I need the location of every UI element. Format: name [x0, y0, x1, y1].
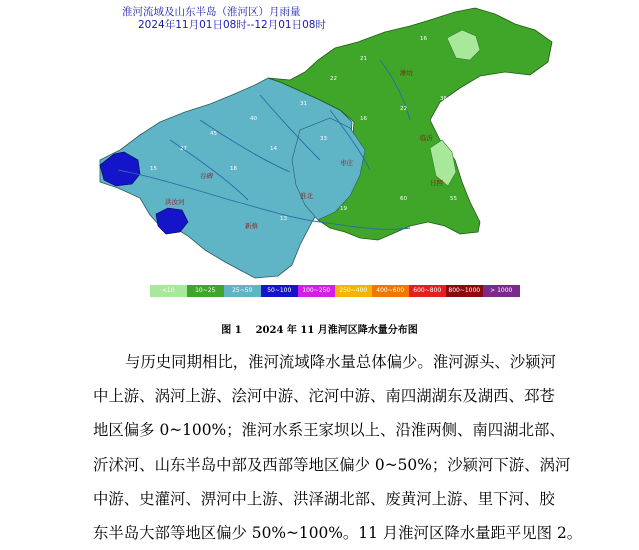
map-title-line1: 淮河流域及山东半岛（淮河区）月雨量: [122, 6, 301, 18]
legend-item: 600~800: [409, 285, 446, 297]
rainfall-value-label: 16: [420, 36, 427, 42]
legend-item: 50~100: [261, 285, 298, 297]
legend-item: 250~400: [335, 285, 372, 297]
rainfall-value-label: 22: [330, 76, 337, 82]
rainfall-value-label: 22: [400, 106, 407, 112]
place-label: 临沂: [420, 134, 433, 142]
rainfall-value-label: 27: [180, 146, 187, 152]
rainfall-value-label: 42: [470, 126, 477, 132]
map-title-line2: 2024年11月01日08时--12月01日08时: [138, 19, 326, 31]
paragraph-line: 中游、史灌河、淠河中上游、洪泽湖北部、废黄河上游、里下河、胶: [93, 489, 555, 508]
paragraph-line: 沂沭河、山东半岛中部及西部等地区偏少 0~50%；沙颍河下游、涡河: [93, 455, 571, 474]
place-label: 洪汝河: [165, 198, 185, 206]
paragraph-line: 与历史同期相比，淮河流域降水量总体偏少。淮河源头、沙颍河: [125, 353, 556, 371]
map-title: [122, 6, 326, 32]
rainfall-value-label: 45: [210, 131, 217, 137]
legend-item: 400~600: [372, 285, 409, 297]
place-label: 新蔡: [245, 222, 258, 230]
place-label: 淮北: [300, 192, 313, 200]
legend-item: 100~250: [298, 285, 335, 297]
place-label: 谷碑: [200, 172, 213, 180]
body-paragraph: [93, 345, 583, 550]
place-label: 潍坊: [400, 69, 413, 77]
figure-caption: 图 1 2024 年 11 月淮河区降水量分布图: [221, 325, 418, 336]
rainfall-value-label: 13: [280, 216, 287, 222]
rainfall-value-label: 18: [230, 166, 237, 172]
map-legend: [150, 285, 520, 297]
rainfall-value-label: 31: [300, 101, 307, 107]
rainfall-value-label: 21: [360, 56, 367, 62]
rainfall-value-label: 33: [320, 136, 327, 142]
rainfall-value-label: 40: [250, 116, 257, 122]
rainfall-value-label: 14: [270, 146, 277, 152]
legend-item: > 1000: [483, 285, 520, 297]
rainfall-value-label: 15: [150, 166, 157, 172]
place-label: 日照: [430, 179, 443, 187]
legend-item: 25~50: [224, 285, 261, 297]
paragraph-line: 地区偏多 0~100%；淮河水系王家坝以上、沿淮两侧、南四湖北部、: [93, 421, 565, 440]
legend-item: <10: [150, 285, 187, 297]
rainfall-value-label: 36: [440, 96, 447, 102]
legend-item: 800~1000: [446, 285, 483, 297]
rainfall-value-label: 12: [380, 18, 387, 24]
place-label: 枣庄: [340, 159, 353, 167]
rainfall-value-label: 60: [400, 196, 407, 202]
legend-item: 10~25: [187, 285, 224, 297]
rainfall-value-label: 16: [360, 116, 367, 122]
paragraph-line: 中上游、涡河上游、浍河中游、沱河中游、南四湖湖东及湖西、邳苍: [93, 387, 555, 406]
paragraph-line: 东半岛大部等地区偏少 50%~100%。11 月淮河区降水量距平见图 2。: [93, 524, 583, 543]
rainfall-value-label: 19: [340, 206, 347, 212]
rainfall-value-label: 55: [450, 196, 457, 202]
